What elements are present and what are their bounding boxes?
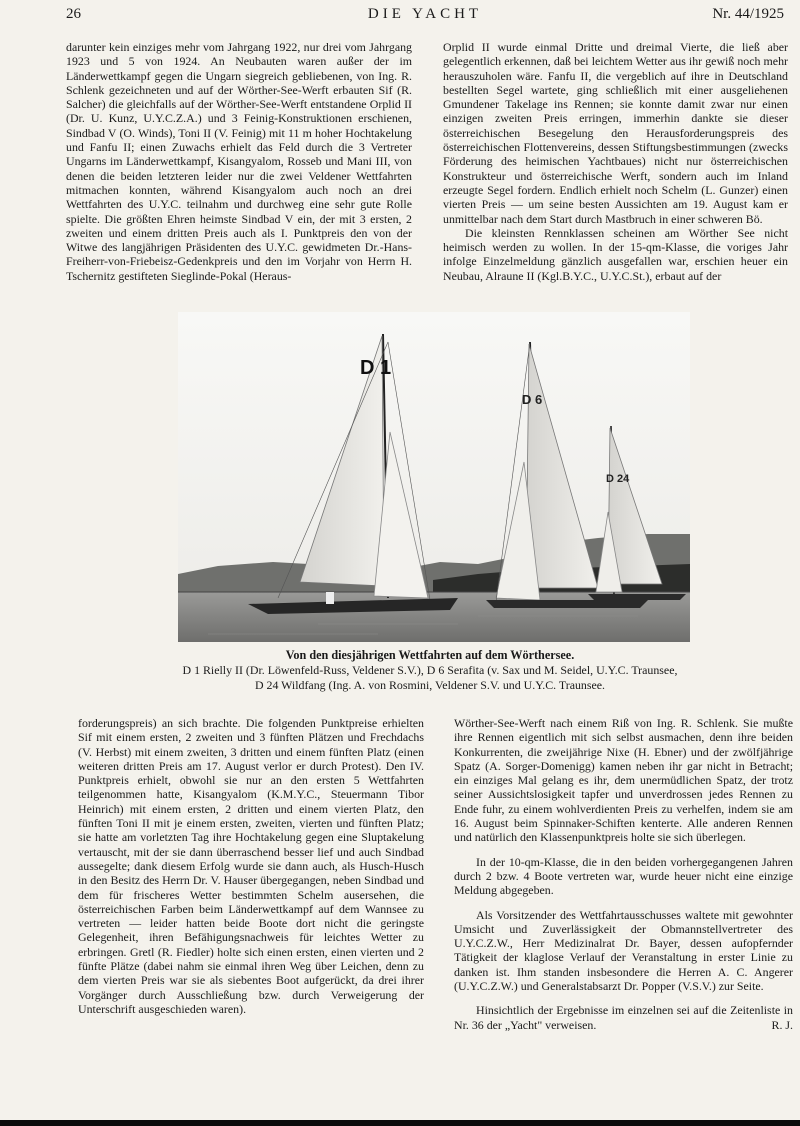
paragraph: Wörther-See-Werft nach einem Riß von Ing. R. Schlenk. Sie mußte ihre Rennen eigentlich mit sich selbst ausmachen, denn ihre beiden Konkurrenten, die zweijährige Nixe (H. Ebner) und der zwölfjährige Spatz (A. Sorger-Domenigg) kamen neben ihr gar nicht in Betracht; ein einziges Mal gelang es ihr, dem unermüdlichen Spatz, der trotz seiner Aussichtslosigkeit tapfer und unverdrossen jedes Rennen zu Ende fuhr, zu einem wohlverdienten Preis zu verhelfen, indem sie am 16. August beim Spinnaker-Schiften kenterte. Alle anderen Rennen und natürlich den Klassenpunktpreis holte sie sich überlegen. bbox=[454, 716, 793, 845]
paragraph: forderungspreis) an sich brachte. Die folgenden Punktpreise erhielten Sif mit einem ersten, 2 zweiten und 3 fünften Plätzen und Frechdachs (V. Herbst) mit einem zweiten, 3 dritten und einem fünften Platz (einen weiteren dritten Preis am 17. August verlor er durch Protest). Den IV. Punktpreis erhielt, obwohl sie nur an den ersten 5 Wettfahrten teilgenommen hatte, Kisangyalom (K.M.Y.C., Steuermann Tibor Heinrich) mit einem ersten, 2 dritten und einem vierten Platz, den fünften Toni II mit je einem ersten, zweiten, vierten und fünften Platz; sie hatte am vorletzten Tag ihre Hochtakelung gegen eine Sluptakelung vertauscht, mit der sie dann überraschend besser lief und auch Sindbad aussegelte; dank diesem Erfolg wurde sie dann auch, als Husch-Husch in den Besitz des Herrn Dr. V. Hauser übergegangen, neben Sindbad und dem für frischeres Wetter bestimmten Schelm ausersehen, die österreichischen Farben beim Länderwettkampf auf dem Wannsee zu vertreten — leider hatten beide Boote dort nicht die geringste Gelegenheit, ihren Befähigungsnachweis für leichtes Wetter zu erbringen. Gretl (R. Fiedler) holte sich einen ersten, einen vierten und 2 fünfte Plätze (dabei nahm sie einmal ihren Weg über Leichen, denn zu dem vierten Preis war sie als siebentes Boot aufgerückt, da drei ihrer Vorgänger durch Ausschließung bzw. durch Verweigerung der Unterschrift ausgeschieden waren). bbox=[78, 716, 424, 1016]
sail-number-d1: D 1 bbox=[360, 357, 392, 379]
page-number: 26 bbox=[66, 6, 81, 22]
caption-title: Von den diesjährigen Wettfahrten auf dem Wörthersee. bbox=[285, 648, 575, 662]
sail-number-d6: D 6 bbox=[522, 392, 543, 407]
column-bottom-left bbox=[78, 716, 424, 1016]
regatta-photograph bbox=[178, 312, 690, 642]
sail-number-d24: D 24 bbox=[606, 473, 630, 485]
paragraph: Die kleinsten Rennklassen scheinen am Wörther See nicht heimisch werden zu wollen. In der 15-qm-Klasse, die voriges Jahr infolge Einzelmeldung gänzlich ausgefallen war, erschien heuer ein Neubau, Alraune II (Kgl.B.Y.C., U.Y.C.St.), erbaut auf der bbox=[443, 225, 788, 283]
paragraph: Als Vorsitzender des Wettfahrtausschusses waltete mit gewohnter Umsicht und Zuverlässigkeit der Obmannstellvertreter des U.Y.C.Z.W., Herr Medizinalrat Dr. Bayer, dessen aufopfernder Tätigkeit der klaglose Verlauf der Veranstaltung in erster Linie zu danken ist. Ihm standen insbesondere die Herren A. C. Angerer (U.Y.C.Z.W.) und Generalstabsarzt Dr. Popper (V.S.V.) zur Seite. bbox=[454, 907, 793, 994]
sailboats-image bbox=[178, 312, 690, 642]
caption-line: D 1 Rielly II (Dr. Löwenfeld-Russ, Veldener S.V.), D 6 Serafita (v. Sax und M. Seidel, U.Y.C. Traunsee, bbox=[182, 663, 678, 677]
author-signature: R. J. bbox=[771, 1017, 793, 1032]
magazine-title: DIE YACHT bbox=[367, 6, 483, 22]
paragraph: In der 10-qm-Klasse, die in den beiden vorhergegangenen Jahren durch 2 bzw. 4 Boote vertreten war, wurde heuer nicht eine einzige Meldung abgegeben. bbox=[454, 854, 793, 898]
column-bottom-right bbox=[454, 716, 793, 1032]
paragraph: Orplid II wurde einmal Dritte und dreimal Vierte, die ließ aber gelegentlich erkennen, daß bei leichtem Wetter aus ihr gewiß noch mehr herauszuholen wäre. Fanfu II, die vergeblich auf ihre in Deutschland bestellten Segel wartete, ging schließlich mit einer ausgeliehenen Gmundener Takelage ins Rennen; sie konnte damit zwar nur einen einzigen zweiten Preis erringen, immerhin dankte sie dieser österreichischen Besegelung den Herausforderungspreis des österreichischen Flottenvereins, dessen Stiftungsbestimmungen (zwecks Förderung des heimischen Yachtbaues) nicht nur österreichischen Konstrukteur und österreichische Werft, sondern auch im Inland erzeugte Segel fordern. Endlich erhielt noch Schelm (L. Gunzer) einen vierten Preis — um seine besten Aussichten am 19. August kam er unmittelbar nach dem Start durch Mastbruch in einer schweren Bö. bbox=[443, 40, 788, 226]
column-top-left bbox=[66, 40, 412, 283]
page-header bbox=[66, 6, 784, 28]
bottom-border bbox=[0, 1120, 800, 1126]
paragraph-text: Hinsichtlich der Ergebnisse im einzelnen sei auf die Zeitenliste in Nr. 36 der „Yacht" verweisen. bbox=[454, 1003, 793, 1032]
column-top-right bbox=[443, 40, 788, 283]
photo-caption bbox=[150, 648, 710, 693]
paragraph: darunter kein einziges mehr vom Jahrgang 1922, nur drei vom Jahrgang 1923 und 5 von 1924. An Neubauten waren außer der im Länderwettkampf gegen die Ungarn siegreich gebliebenen, von Ing. R. Schlenk gezeichneten und auf der Wörther-See-Werft erbauten Sif (R. Salcher) die gleichfalls auf der Wörther-See-Werft entstandene Orplid II (Dr. U. Kunz, U.Y.C.Z.A.) und 3 Feinig-Konstruktionen erschienen, Sindbad V (O. Winds), Toni II (V. Feinig) mit 11 m hoher Hochtakelung und Fanfu II; einen Zuwachs erhielt das Feld durch die 3 Vertreter Ungarns im Länderwettkampf, Kisangyalom, Rosseb und Mani III, von denen die beiden letzteren leider nur die zwei Veldener Wettfahrten mitmachen konnten, während Kisangyalom auch noch an drei Wettfahrten des U.Y.C. teilnahm und durchweg eine sehr gute Rolle spielte. Die größten Ehren heimste Sindbad V ein, der mit 3 ersten, 2 zweiten und einem dritten Preis auch als I. Punktpreis den von der Witwe des langjährigen Präsidenten des U.Y.C. gewidmeten Dr.-Hans-Freiherr-von-Friebeisz-Gedenkpreis und den im Vorjahr von Herrn H. Tschernitz gestifteten Sieglinde-Pokal (Heraus- bbox=[66, 40, 412, 283]
caption-line: D 24 Wildfang (Ing. A. von Rosmini, Veldener S.V. und U.Y.C. Traunsee. bbox=[254, 678, 606, 692]
issue-number: Nr. 44/1925 bbox=[712, 6, 784, 22]
closing-paragraph bbox=[454, 1003, 793, 1032]
